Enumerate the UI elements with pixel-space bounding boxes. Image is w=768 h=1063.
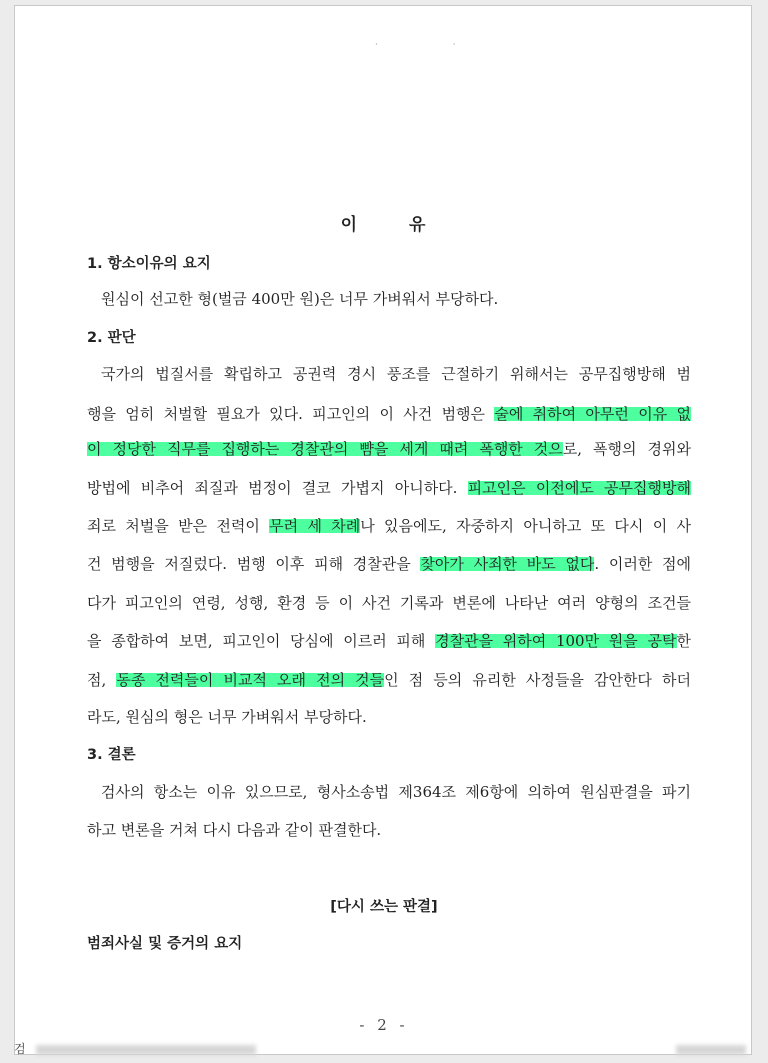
page-title <box>15 210 753 235</box>
page-number: - 2 - <box>359 1016 409 1034</box>
body-text: 인 점 등의 유리한 사정들을 감안한다 하더 <box>384 671 691 689</box>
highlighted-text: 무려 세 차례 <box>269 517 361 535</box>
body-text: 을 종합하여 보면, 피고인이 당심에 이르러 피해 <box>87 632 436 650</box>
body-text: . 이러한 점에 <box>594 555 691 573</box>
body-line <box>101 364 691 384</box>
body-text: 행을 엄히 처벌할 필요가 있다. 피고인의 이 사건 범행은 <box>87 405 495 423</box>
title-char-1: 이 <box>340 215 359 235</box>
body-text: 한 <box>676 632 691 650</box>
body-line <box>87 478 691 498</box>
body-text: 로, 폭행의 경위와 <box>562 440 691 458</box>
rejudgment-subtitle: [다시 쓰는 판결] <box>330 899 438 915</box>
body-line <box>87 439 691 459</box>
footer-redacted-right <box>676 1045 746 1055</box>
highlighted-text: 찾아가 사죄한 바도 없다 <box>420 555 595 573</box>
body-line <box>101 289 691 309</box>
section-3-heading: 3. 결론 <box>87 747 136 763</box>
body-text: 방법에 비추어 죄질과 범정이 결코 가볍지 아니하다. <box>87 479 468 497</box>
document-page <box>14 5 752 1055</box>
body-text: 검사의 항소는 이유 있으므로, 형사소송법 제364조 제6항에 의하여 원심판결을 파기 <box>101 783 691 801</box>
section-4-heading: 범죄사실 및 증거의 요지 <box>87 936 243 952</box>
body-text: 원심이 선고한 형(벌금 400만 원)은 너무 가벼워서 부당하다. <box>101 290 499 308</box>
body-line <box>87 516 691 536</box>
body-text: 다가 피고인의 연령, 성행, 환경 등 이 사건 기록과 변론에 나타난 여러 양형의 조건들 <box>87 594 691 612</box>
body-text: 나 있음에도, 자중하지 아니하고 또 다시 이 사 <box>360 517 691 535</box>
body-line <box>87 707 691 727</box>
body-text: 점, <box>87 671 117 689</box>
footer-redacted-left <box>36 1045 256 1055</box>
body-line <box>87 670 691 690</box>
body-text: 하고 변론을 거쳐 다시 다음과 같이 판결한다. <box>87 821 382 839</box>
body-line <box>87 593 691 613</box>
section-1-heading: 1. 항소이유의 요지 <box>87 256 211 272</box>
body-line <box>101 782 691 802</box>
body-text: 국가의 법질서를 확립하고 공권력 경시 풍조를 근절하기 위해서는 공무집행방해 범 <box>101 365 691 383</box>
footer-label: 검 <box>14 1042 26 1056</box>
highlighted-text: 피고인은 이전에도 공무집행방해 <box>467 479 691 497</box>
body-line <box>87 554 691 574</box>
highlighted-text: 동종 전력들이 비교적 오래 전의 것들 <box>116 671 385 689</box>
highlighted-text: 이 정당한 직무를 집행하는 경찰관의 뺨을 세게 때려 폭행한 것으 <box>87 440 563 458</box>
body-text: 건 범행을 저질렀다. 범행 이후 피해 경찰관을 <box>87 555 421 573</box>
body-line <box>87 631 691 651</box>
body-text: 죄로 처벌을 받은 전력이 <box>87 517 270 535</box>
top-marks: · · <box>375 40 492 50</box>
body-text: 라도, 원심의 형은 너무 가벼워서 부당하다. <box>87 708 367 726</box>
highlighted-text: 경찰관을 위하여 100만 원을 공탁 <box>435 632 677 650</box>
highlighted-text: 술에 취하여 아무런 이유 없 <box>494 405 691 423</box>
body-line <box>87 404 691 424</box>
section-2-heading: 2. 판단 <box>87 330 136 346</box>
body-line <box>87 820 691 840</box>
title-char-2: 유 <box>409 215 428 235</box>
